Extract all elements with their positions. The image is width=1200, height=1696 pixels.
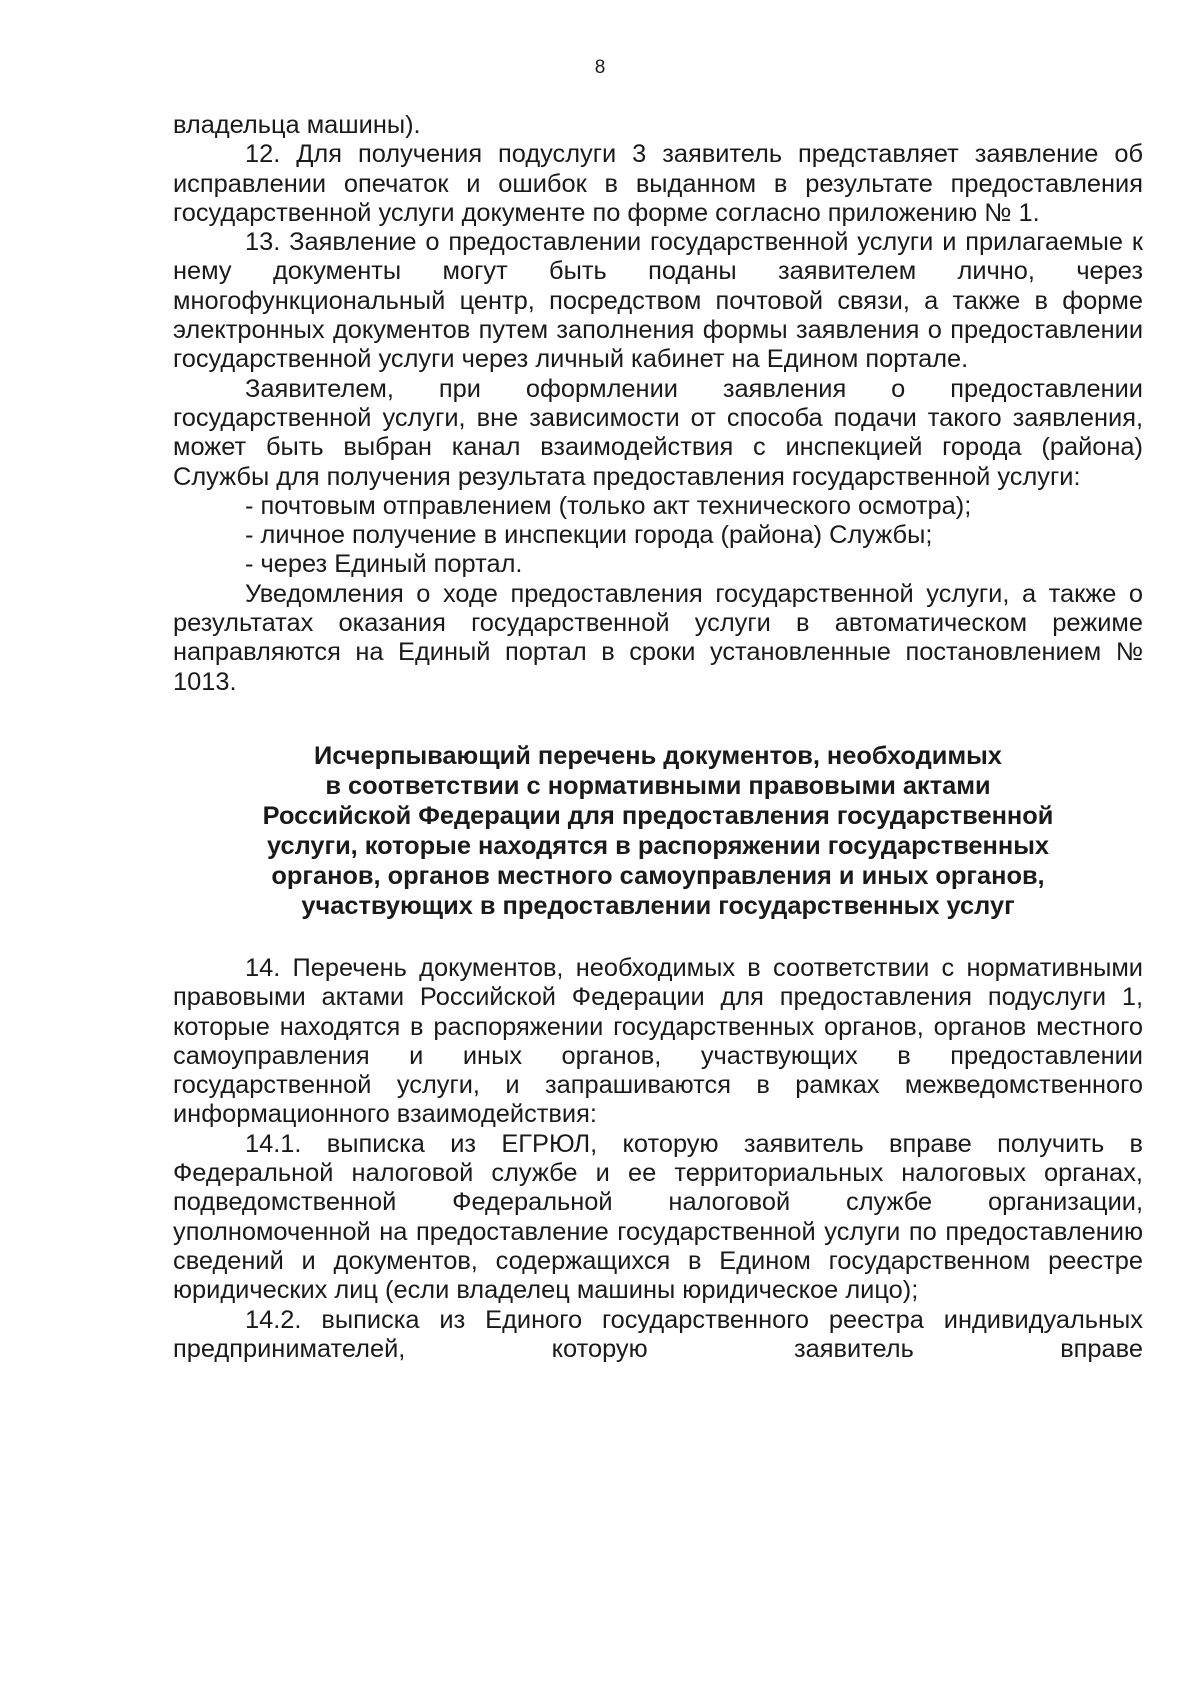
paragraph-12: 12. Для получения подуслуги 3 заявитель представляет заявление об исправлении опечаток и ошибок в выданном в результате предоставления государственной услуги документе по форме согласно приложению № 1. <box>173 140 1143 227</box>
list-item-in-person: - личное получение в инспекции города (района) Службы; <box>245 521 933 550</box>
paragraph-notifications: Уведомления о ходе предоставления государственной услуги, а также о результатах оказания государственной услуги в автоматическом режиме направляются на Единый портал в сроки установленные постановлением № 1013. <box>173 579 1143 696</box>
section-title <box>173 741 1143 921</box>
section-title-line: участвующих в предоставлении государственных услуг <box>301 891 1015 920</box>
paragraph-continuation: владельца машины). <box>173 111 421 139</box>
list-item-mail: - почтовым отправлением (только акт технического осмотра); <box>245 491 972 520</box>
paragraph-14: 14. Перечень документов, необходимых в соответствии с нормативными правовыми актами Российской Федерации для предоставления подуслуги 1, которые находятся в распоряжении государственных органов, органов местного самоуправления и иных органов, участвующих в предоставлении государственной услуги, и запрашиваются в рамках межведомственного информационного взаимодействия: <box>173 953 1143 1129</box>
paragraph-14-2: 14.2. выписка из Единого государственного реестра индивидуальных предпринимателей, которую заявитель вправе <box>173 1305 1143 1363</box>
section-title-line: услуги, которые находятся в распоряжении государственных <box>266 831 1050 860</box>
paragraph-channel: Заявителем, при оформлении заявления о предоставлении государственной услуги, вне зависимости от способа подачи такого заявления, может быть выбран канал взаимодействия с инспекцией города (района) Службы для получения результата предоставления государственной услуги: <box>173 374 1143 491</box>
section-title-line: Российской Федерации для предоставления государственной <box>262 801 1054 830</box>
section-title-line: в соответствии с нормативными правовыми актами <box>325 771 991 800</box>
list-item-portal: - через Единый портал. <box>245 550 523 579</box>
paragraph-13: 13. Заявление о предоставлении государственной услуги и прилагаемые к нему документы могут быть поданы заявителем лично, через многофункциональный центр, посредством почтовой связи, а также в форме электронных документов путем заполнения формы заявления о предоставлении государственной услуги через личный кабинет на Едином портале. <box>173 228 1143 374</box>
section-title-line: Исчерпывающий перечень документов, необходимых <box>314 741 1002 770</box>
paragraph-14-1: 14.1. выписка из ЕГРЮЛ, которую заявитель вправе получить в Федеральной налоговой службе и ее территориальных налоговых органах, подведомственной Федеральной налоговой службе организации, уполномоченной на предоставление государственной услуги по предоставлению сведений и документов, содержащихся в Едином государственном реестре юридических лиц (если владелец машины юридическое лицо); <box>173 1129 1143 1305</box>
document-body <box>173 111 1143 1364</box>
section-title-line: органов, органов местного самоуправления и иных органов, <box>271 861 1045 890</box>
page-number: 8 <box>594 57 606 78</box>
